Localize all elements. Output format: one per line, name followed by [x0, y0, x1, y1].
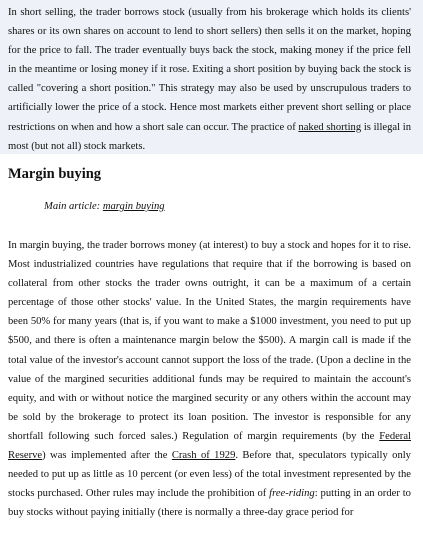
federal-reserve-link[interactable]: Federal Reserve [8, 430, 411, 462]
margin-text-2: ) was implemented after the [42, 450, 172, 462]
free-riding-term: free-riding [269, 488, 315, 500]
main-article-note [44, 201, 165, 212]
margin-buying-link[interactable]: margin buying [102, 201, 165, 212]
margin-buying-heading: Margin buying [8, 166, 102, 182]
short-selling-section [0, 0, 423, 154]
margin-buying-paragraph [8, 236, 411, 522]
main-article-prefix: Main article: [44, 201, 103, 212]
margin-text-3: . Before that, speculators typically only needed to put up as little as 10 percent (or even less) of the total investment represented by the stocks purchased. Other rules may include the prohibition of [8, 450, 411, 500]
margin-text-4: : putting in an order to buy stocks without paying initially (there is normally a three-day grace period for [8, 488, 411, 519]
naked-shorting-link[interactable]: naked shorting [298, 121, 362, 133]
crash-of-1929-link[interactable]: Crash of 1929 [171, 450, 236, 462]
short-selling-text: In short selling, the trader borrows stock (usually from his brokerage which holds its clients' shares or its own shares on account to lend to short sellers) then sells it on the market, hoping for the price to fall. The trader eventually buys back the stock, making money if the price fell in the meantime or losing money if it rose. Exiting a short position by buying back the stock is called "covering a short position." This strategy may also be used by unscrupulous traders to artificially lower the price of a stock. Hence most markets either prevent short selling or place restrictions on when and how a short sale can occur. The practice of [8, 7, 411, 133]
short-selling-paragraph [8, 3, 411, 156]
margin-text-1: In margin buying, the trader borrows money (at interest) to buy a stock and hopes for it to rise. Most industrialized countries have regulations that require that if the borrowing is based on collateral from other stocks the trader owns outright, it can be a maximum of a certain percentage of those other stocks' value. In the United States, the margin requirements have been 50% for many years (that is, if you want to make a $1000 investment, you need to put up $500, and there is often a maintenance margin below the $500). A margin call is made if the total value of the investor's account cannot support the loss of the trade. (Upon a decline in the value of the margined securities additional funds may be required to maintain the account's equity, and with or without notice the margined security or any others within the account may be sold by the brokerage to protect its loan position. The investor is responsible for any shortfall following such forced sales.) Regulation of margin requirements (by the [8, 240, 411, 442]
short-selling-text-end: is illegal in most (but not all) stock markets. [8, 121, 411, 152]
